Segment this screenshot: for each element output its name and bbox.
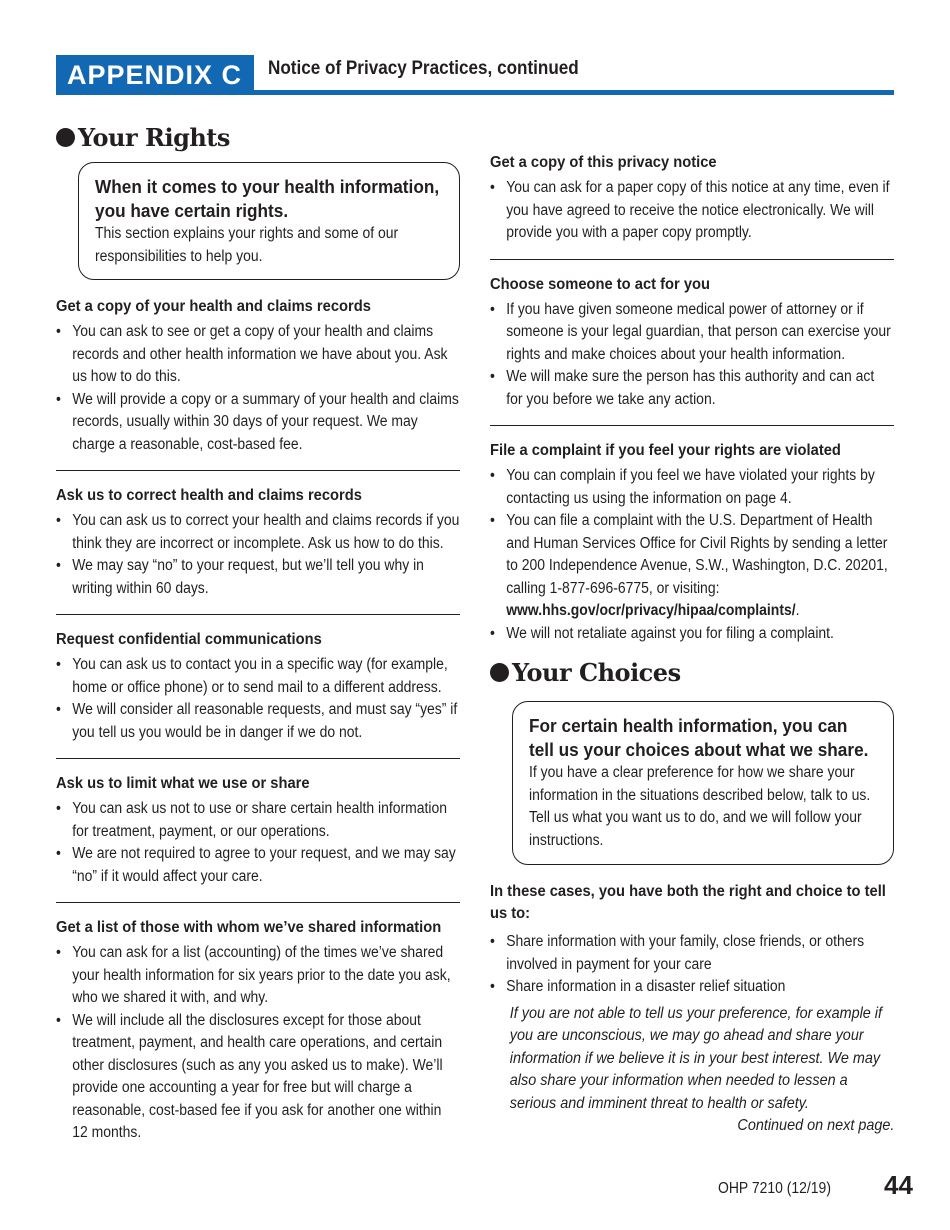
divider	[56, 902, 460, 903]
list-item: • You can ask us to contact you in a specific way (for example, home or office phone) or to send mail to a different address.	[56, 654, 460, 699]
divider	[490, 259, 894, 260]
choices-callout-body: If you have a clear preference for how we share your information in the situations described below, talk to us. Tell us what you want us to do, and we will follow your instructions.	[529, 764, 871, 849]
right-column	[490, 152, 894, 1115]
list-item: • We are not required to agree to your request, and we may say “no” if it would affect your care.	[56, 843, 460, 888]
copy-records-heading: Get a copy of your health and claims records	[56, 298, 371, 315]
correct-records-section	[56, 485, 460, 600]
list-item: • We will make sure the person has this authority and can act for you before we take any action.	[490, 366, 894, 411]
rights-callout-body: This section explains your rights and some of our responsibilities to help you.	[95, 225, 399, 265]
list-item: • We will not retaliate against you for filing a complaint.	[490, 623, 894, 646]
shared-list-heading: Get a list of those with whom we’ve shared information	[56, 919, 442, 936]
shared-list-section	[56, 917, 460, 1145]
someone-heading: Choose someone to act for you	[490, 275, 711, 293]
choices-callout-head: For certain health information, you can tell us your choices about what we share.	[529, 715, 869, 760]
divider	[490, 425, 894, 426]
divider	[56, 614, 460, 615]
list-item: • Share information in a disaster relief situation	[490, 976, 894, 999]
your-choices-title-text: Your Choices	[512, 657, 681, 687]
rights-callout-head: When it comes to your health information, you have certain rights.	[95, 176, 440, 221]
bullet-dot-icon	[56, 128, 75, 147]
cases-heading: In these cases, you have both the right and choice to tell us to:	[490, 883, 886, 922]
hhs-complaints-link[interactable]: www.hhs.gov/ocr/privacy/hipaa/complaints/	[506, 602, 796, 619]
appendix-tab: APPENDIX C	[56, 55, 254, 95]
form-code: OHP 7210 (12/19)	[718, 1180, 831, 1197]
bullet-dot-icon	[490, 663, 509, 682]
divider	[56, 470, 460, 471]
header-title: Notice of Privacy Practices, continued	[268, 58, 579, 79]
choices-callout	[512, 701, 894, 865]
list-item: • We will provide a copy or a summary of your health and claims records, usually within 30 days of your request. We may charge a reasonable, cost-based fee.	[56, 389, 460, 457]
your-choices-title	[490, 655, 894, 689]
copy-records-section	[56, 296, 460, 456]
list-item: • You can ask for a list (accounting) of the times we’ve shared your health information for six years prior to the date you ask, who we shared it with, and why.	[56, 942, 460, 1010]
someone-section	[490, 274, 894, 412]
link-suffix: .	[795, 602, 800, 619]
page-header	[56, 55, 894, 95]
list-item: • You can ask for a paper copy of this notice at any time, even if you have agreed to receive the notice electronically. We will provide you with a paper copy promptly.	[490, 177, 894, 245]
list-item: • You can ask us to correct your health and claims records if you think they are incorrect or incomplete. Ask us how to do this.	[56, 510, 460, 555]
page-number: 44	[884, 1170, 913, 1200]
divider	[56, 758, 460, 759]
header-rule	[56, 90, 894, 95]
list-item: • You can ask us not to use or share certain health information for treatment, payment, or our operations.	[56, 798, 460, 843]
correct-records-heading: Ask us to correct health and claims records	[56, 487, 362, 504]
your-rights-title-text: Your Rights	[78, 122, 230, 152]
notice-copy-heading: Get a copy of this privacy notice	[490, 154, 717, 171]
left-column	[56, 120, 460, 1145]
rights-callout	[78, 162, 460, 280]
complaint-text: You can file a complaint with the U.S. Department of Health and Human Services Office for Civil Rights by sending a letter to 200 Independence Avenue, S.W., Washington, D.C. 20201, calling 1-877-696-6775, or visiting:	[506, 512, 888, 597]
complaint-section	[490, 440, 894, 645]
list-item: • You can ask to see or get a copy of your health and claims records and other health information we have about you. Ask us how to do this.	[56, 321, 460, 389]
continued-note: Continued on next page.	[737, 1117, 894, 1134]
list-item	[490, 510, 894, 623]
list-item: • We will include all the disclosures except for those about treatment, payment, and health care operations, and certain other disclosures (such as any you asked us to make). We’ll provide one accounting a year for free but will charge a reasonable, cost-based fee if you ask for another one within 12 months.	[56, 1010, 460, 1145]
your-rights-title	[56, 120, 460, 154]
notice-copy-section	[490, 152, 894, 245]
limit-section	[56, 773, 460, 888]
list-item: • You can complain if you feel we have violated your rights by contacting us using the information on page 4.	[490, 465, 894, 510]
confidential-heading: Request confidential communications	[56, 631, 322, 648]
consent-note: If you are not able to tell us your preference, for example if you are unconscious, we may go ahead and share your information if we believe it is in your best interest. We may also share your information when needed to lessen a serious and imminent threat to health or safety.	[509, 1004, 883, 1112]
list-item: • We will consider all reasonable requests, and must say “yes” if you tell us you would be in danger if we do not.	[56, 699, 460, 744]
cases-section	[490, 881, 894, 1115]
limit-heading: Ask us to limit what we use or share	[56, 775, 310, 792]
list-item: • Share information with your family, close friends, or others involved in payment for your care	[490, 931, 894, 976]
confidential-section	[56, 629, 460, 744]
list-item: • We may say “no” to your request, but we’ll tell you why in writing within 60 days.	[56, 555, 460, 600]
list-item: • If you have given someone medical power of attorney or if someone is your legal guardian, that person can exercise your rights and make choices about your health information.	[490, 299, 894, 367]
complaint-heading: File a complaint if you feel your rights are violated	[490, 442, 841, 459]
